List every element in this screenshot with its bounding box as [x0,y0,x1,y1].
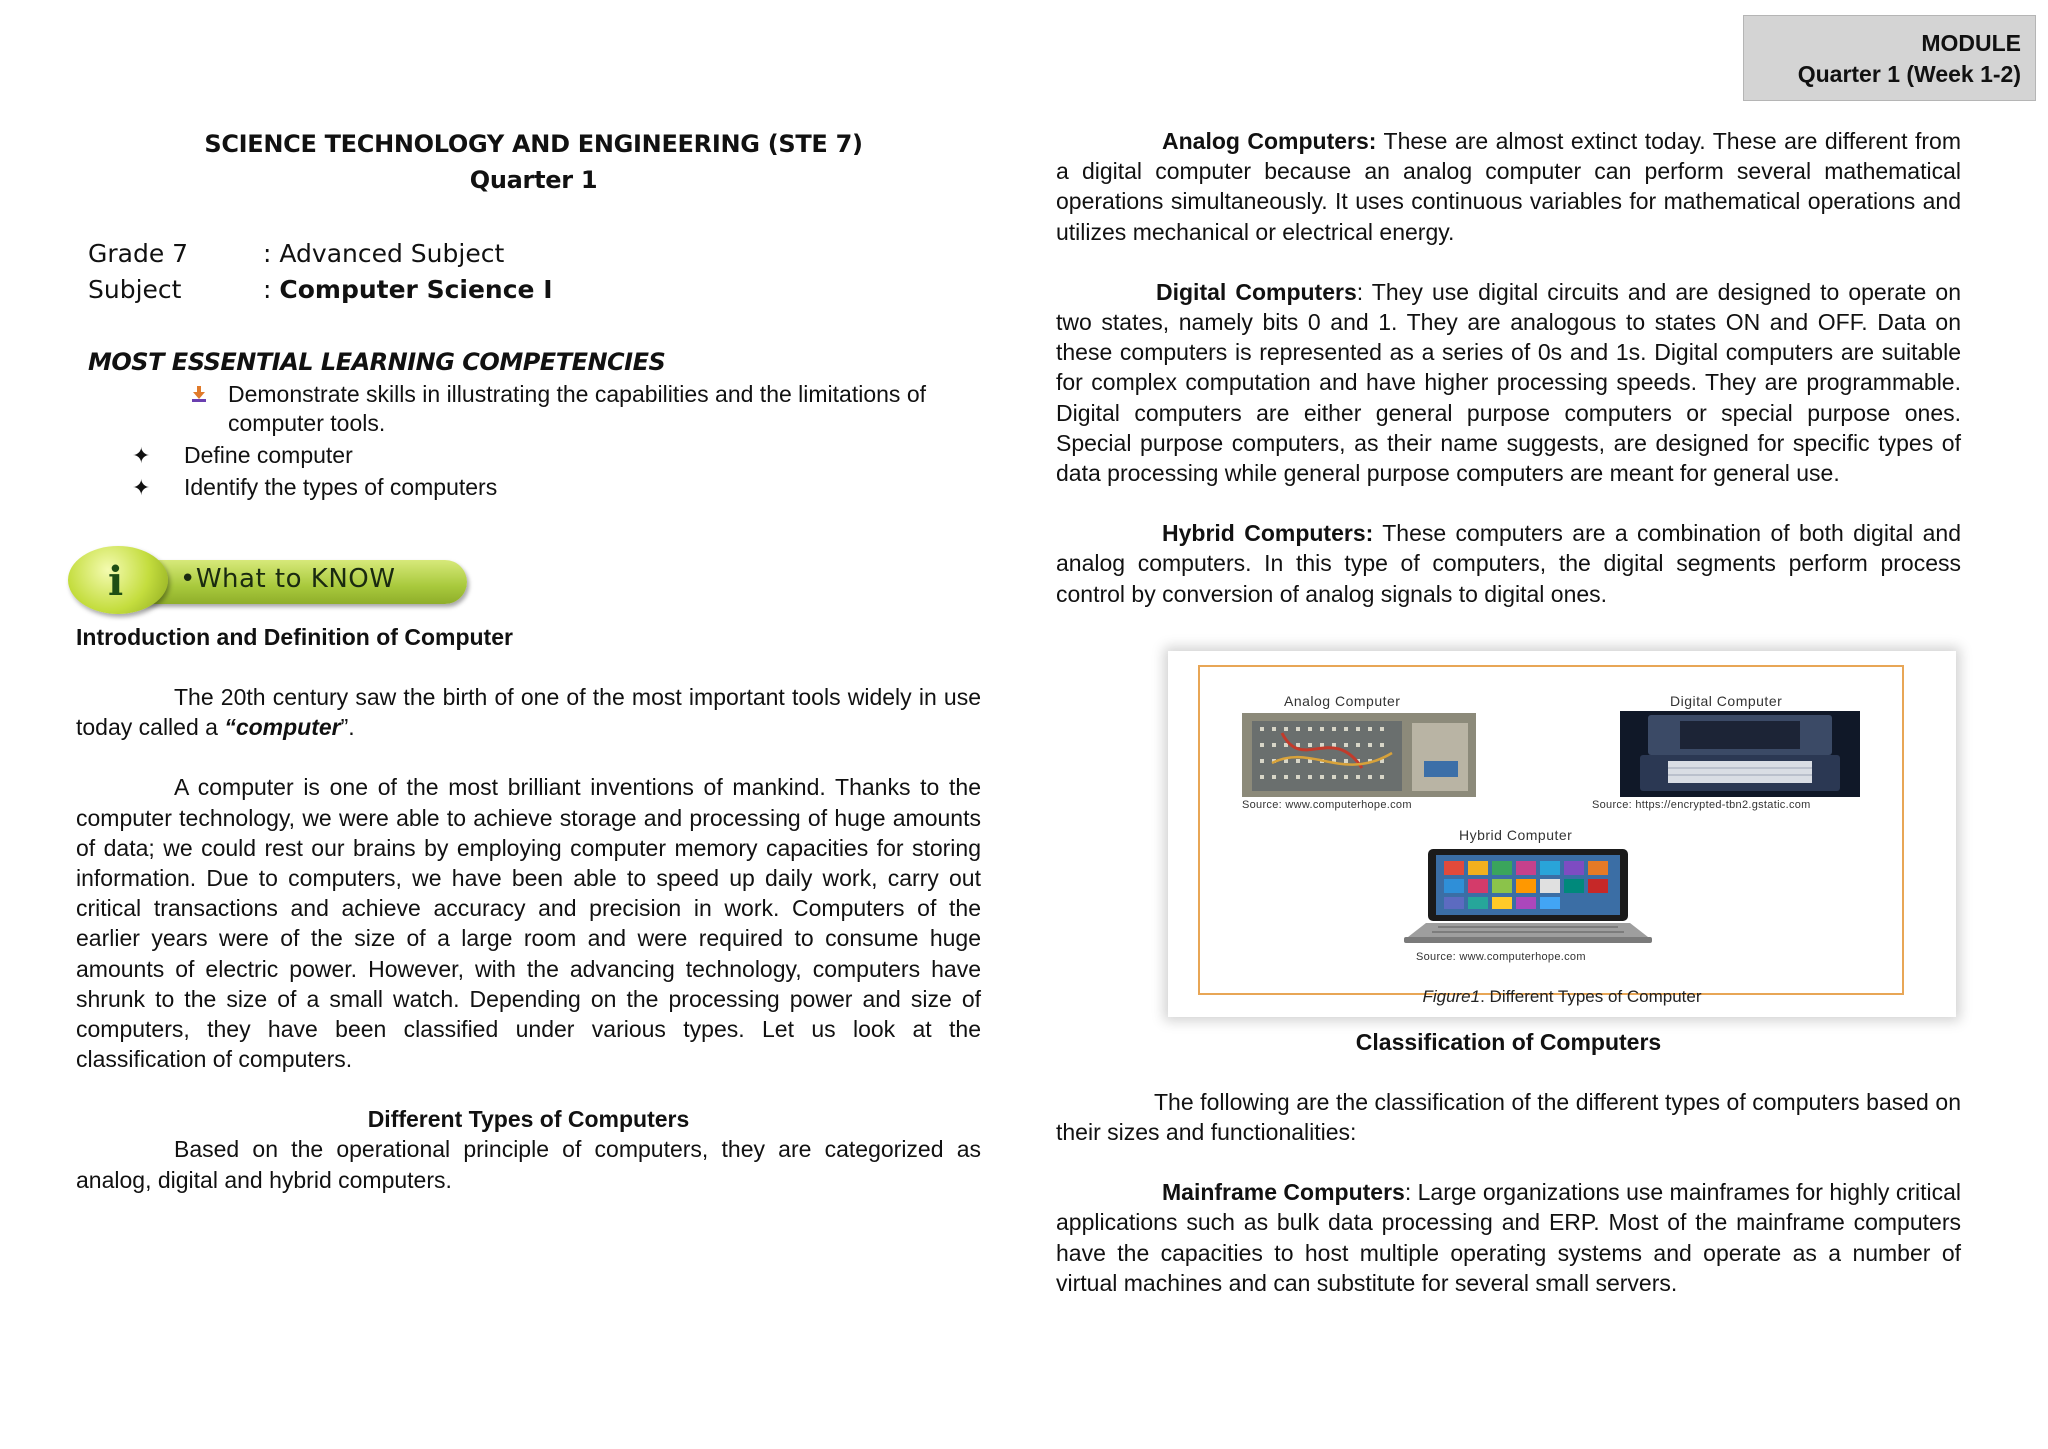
melc-item-text: Demonstrate skills in illustrating the capabilities and the limitations of computer tools. [228,381,926,436]
what-to-know-banner [68,546,478,618]
intro-paragraph-1 [76,682,981,742]
left-column [76,126,981,1195]
intro-p1-text: The 20th century saw the birth of one of the most important tools widely in use today called a [76,684,981,741]
classification-paragraph [1056,1087,1961,1147]
intro-p2-text: A computer is one of the most brilliant inventions of mankind. Thanks to the computer technology, we were able to achieve storage and processing of huge amounts of data; we could rest our brains by employing computer memory capacities for storing information. Due to computers, we have been able to speed up daily work, carry out critical transactions and achieve accuracy and precision in work. Computers of the earlier years were of the size of a large room and were required to consume huge amounts of electric power. However, with the advancing technology, computers have shrunk to the size of a small watch. Depending on the processing power and size of computers, they have been classified under various types. Let us look at the classification of computers. [76,774,981,1073]
figure-caption-label: Figure1 [1422,986,1481,1006]
classification-heading: Classification of Computers [1355,1028,1662,1055]
hybrid-computer-label: Hybrid Computer [1459,826,1573,843]
classification-text: The following are the classification of the different types of computers based on their sizes and functionalities: [1056,1088,1961,1146]
types-text: Based on the operational principle of computers, they are categorized as analog, digital and hybrid computers. [76,1136,981,1193]
analog-source: Source: www.computerhope.com [1242,798,1412,811]
digital-text: : They use digital circuits and are designed to operate on two states, namely bits 0 and 1. They are analogous to states ON and OFF. Data on these computers is represented as a series of 0s and 1s. Digital computers are suitable for complex computation and have higher processing speeds. They are programmable. Digital computers are either general purpose computers or special purpose ones. Special purpose computers, as their name suggests, are designed for specific types of data processing while general purpose computers are meant for general use. [1056,278,1961,487]
types-heading: Different Types of Computers [367,1106,690,1133]
figure-caption-text: . Different Types of Computer [1480,986,1702,1006]
melc-item-text: Define computer [184,442,353,468]
digital-term: Digital Computers [1156,278,1357,305]
melc-item-text: Identify the types of computers [184,474,498,500]
info-value-prefix: : [263,275,280,304]
digital-source: Source: https://encrypted-tbn2.gstatic.com [1592,798,1811,811]
info-row-grade [88,236,981,272]
digital-paragraph [1056,277,1961,488]
intro-heading: Introduction and Definition of Computer [76,624,513,650]
info-key: Subject [88,275,182,304]
types-paragraph [76,1134,981,1194]
analog-paragraph [1056,126,1961,247]
star-bullet-icon: ✦ [132,475,151,500]
hybrid-text: These computers are a combination of both digital and analog computers. In this type of computers, the digital segments perform process control by conversion of analog signals to digital ones. [1056,520,1961,607]
mainframe-text: : Large organizations use mainframes for highly critical applications such as bulk data processing and ERP. Most of the mainframe computers have the capacities to host multiple operating systems and operate as a number of virtual machines and can substitute for several small servers. [1056,1179,1961,1296]
digital-computer-image [1620,711,1860,797]
figure-caption [1168,987,1956,1007]
module-label: MODULE [1921,30,2021,56]
info-value-bold: Computer Science I [279,275,553,304]
melc-item [183,380,981,438]
hybrid-computer-image [1398,845,1658,949]
module-quarter: Quarter 1 (Week 1-2) [1797,61,2021,87]
analog-term: Analog Computers: [1162,128,1377,154]
banner-label: •What to KNOW [180,564,396,594]
digital-computer-label: Digital Computer [1670,692,1783,709]
info-icon [68,546,168,614]
subject-info [88,236,981,308]
module-badge [1743,15,2036,101]
intro-p1-after: ”. [340,714,355,741]
hybrid-paragraph [1056,518,1961,609]
hybrid-term: Hybrid Computers: [1162,520,1374,547]
info-value: : Advanced Subject [263,239,505,268]
right-column [1056,126,1961,1298]
computer-types-figure [1168,651,1956,1017]
info-row-subject [88,272,981,308]
title-line-2: Quarter 1 [469,166,598,194]
star-bullet-icon: ✦ [132,443,151,468]
melc-heading: MOST ESSENTIAL LEARNING COMPETENCIES [88,348,666,376]
mainframe-term: Mainframe Computers [1162,1179,1405,1206]
melc-item [132,473,981,502]
melc-list [76,380,981,502]
analog-computer-label: Analog Computer [1284,692,1401,709]
analog-computer-image [1242,713,1476,797]
mainframe-paragraph [1056,1177,1961,1298]
analog-text: These are almost extinct today. These are different from a digital computer because an analog computer can perform several mathematical operations simultaneously. It uses continuous variables for mathematical operations and utilizes mechanical or electrical energy. [1056,128,1961,245]
title-line-1: SCIENCE TECHNOLOGY AND ENGINEERING (STE 7) [204,130,863,158]
arrow-bullet-icon [183,380,228,438]
hybrid-source: Source: www.computerhope.com [1416,950,1586,963]
document-title [76,126,991,198]
info-icon-letter: i [108,558,124,605]
intro-paragraph-2 [76,772,981,1074]
info-value [263,272,553,308]
melc-item [132,441,981,470]
info-key: Grade 7 [88,239,189,268]
intro-p1-term: “computer [224,714,341,741]
